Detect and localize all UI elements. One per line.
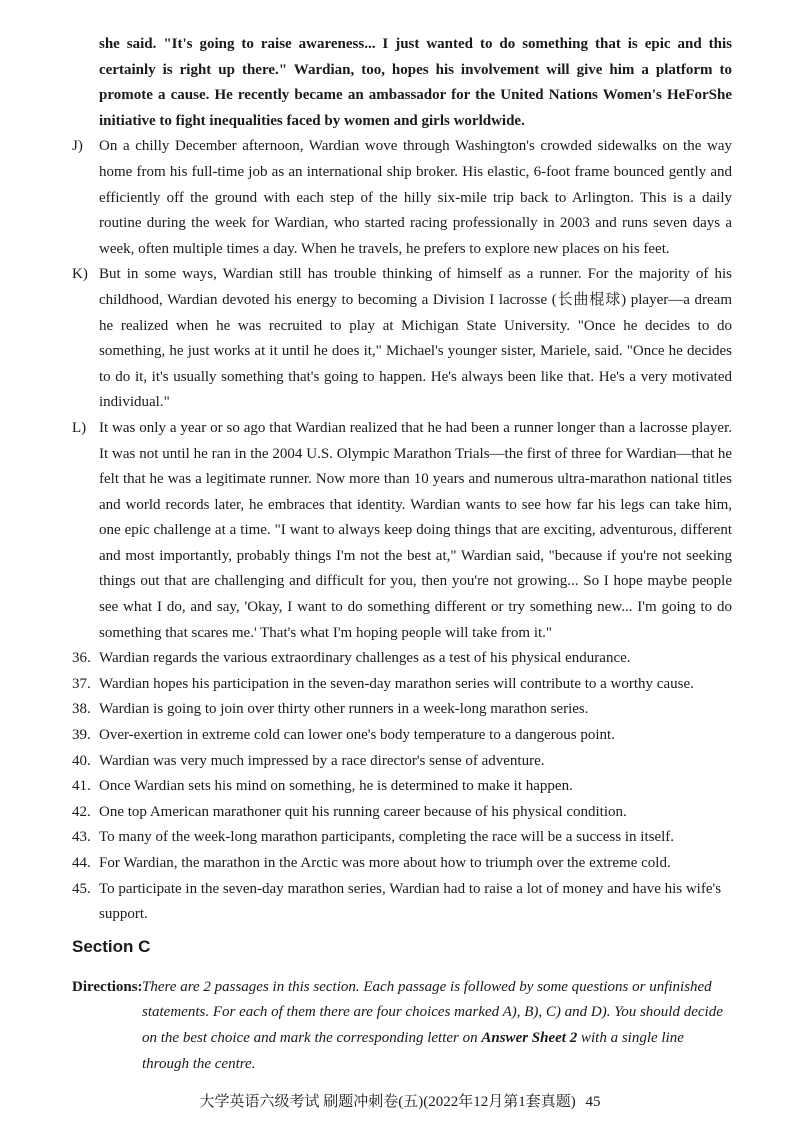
paragraph-label: K) [72, 266, 88, 283]
page-content [72, 32, 732, 1092]
question-text: Wardian hopes his participation in the seven-day marathon series will contribute to a worthy cause. [99, 675, 694, 692]
question-number: 36. [72, 650, 91, 667]
question-text: Once Wardian sets his mind on something, he is determined to make it happen. [99, 778, 573, 795]
directions-text: There are 2 passages in this section. Each passage is followed by some questions or unfinished statements. For each of them there are four choices marked A), B), C) and D). You should decide on the best choice and mark the corresponding letter on [142, 978, 723, 1046]
question-number: 40. [72, 752, 91, 769]
paragraph-label: L) [72, 419, 87, 436]
question-item [72, 774, 732, 800]
question-text: Over-exertion in extreme cold can lower one's body temperature to a dangerous point. [99, 727, 615, 744]
question-item [72, 749, 732, 775]
question-text: Wardian regards the various extraordinary challenges as a test of his physical endurance. [99, 650, 631, 667]
paragraph-label: J) [72, 138, 83, 155]
directions-text-end: with a single line through the centre. [142, 1029, 684, 1072]
directions-label: Directions: [72, 978, 143, 995]
section-directions [72, 975, 732, 1077]
question-item [72, 646, 732, 672]
section-title: Section C [72, 936, 151, 956]
question-text: For Wardian, the marathon in the Arctic was more about how to triumph over the extreme cold. [99, 855, 671, 871]
question-number: 38. [72, 701, 91, 718]
question-item [72, 672, 732, 698]
question-text: One top American marathoner quit his running career because of his physical condition. [99, 803, 627, 820]
question-text: Wardian was very much impressed by a race director's sense of adventure. [99, 752, 545, 769]
question-number: 42. [72, 803, 91, 820]
page-footer [0, 1090, 800, 1111]
question-text: To participate in the seven-day marathon series, Wardian had to raise a lot of money and have his wife's support. [99, 880, 722, 923]
paragraph-text: But in some ways, Wardian still has trouble thinking of himself as a runner. For the majority of his childhood, Wardian devoted his energy to becoming a Division I lacrosse (长曲棍球) player—a dream he realized when he was recruited to play at Michigan State University. "Once he decides to do something, he just works at it until he does it," Michael's younger sister, Mariele, said. "Once he decides to do it, it's usually something that's going to happen. He's always been like that. He's a very motivated individual." [99, 266, 732, 411]
question-number: 41. [72, 778, 91, 795]
question-item [72, 697, 732, 723]
paragraph-k [72, 262, 732, 416]
continued-paragraph: she said. "It's going to raise awareness... I just wanted to do something that is epic and this certainly is right up there." Wardian, too, hopes his involvement will give him a platform to promote a cause. He recently became an ambassador for the United Nations Women's HeForShe initiative to fight inequalities faced by women and girls worldwide. [99, 36, 732, 129]
question-number: 39. [72, 727, 91, 744]
question-item [72, 800, 732, 826]
question-item [72, 723, 732, 749]
question-number: 45. [72, 880, 91, 897]
question-text: Wardian is going to join over thirty other runners in a week-long marathon series. [99, 701, 589, 718]
paragraph-text: It was only a year or so ago that Wardian realized that he had been a runner longer than a lacrosse player. It was not until he ran in the 2004 U.S. Olympic Marathon Trials—the first of three for Wardian—that he felt that he was a legitimate runner. Now more than 10 years and numerous ultra-marathon national titles and world records later, he embraces that identity. Wardian wants to see how far his legs can take him, one epic challenge at a time. "I want to always keep doing things that are exciting, adventurous, different and most importantly, probably things I'm not the best at," Wardian said, "because if you're not seeking things out that are challenging and difficult for you, then you're not growing... So I hope maybe people see what I do, and say, 'Okay, I want to do something different or try something new... I'm going to do something that scares me.' That's what I'm hoping people will take from it." [99, 419, 732, 641]
paragraph-text: On a chilly December afternoon, Wardian wove through Washington's crowded sidewalks on the way home from his full-time job as an international ship broker. His elastic, 6-foot frame bounced gently and efficiently off the ground with each step of the hilly six-mile trip back to Arlington. This is a daily routine during the week for Wardian, who started racing professionally in 2003 and runs seven days a week, often multiple times a day. When he travels, he prefers to explore new places on his feet. [99, 138, 732, 257]
question-item [72, 825, 732, 851]
footer-title: 大学英语六级考试 刷题冲刺卷(五)(2022年12月第1套真题) [199, 1094, 576, 1110]
question-number: 44. [72, 855, 91, 871]
question-number: 43. [72, 829, 91, 846]
question-text: To many of the week-long marathon participants, completing the race will be a success in itself. [99, 829, 675, 846]
answer-sheet-reference: Answer Sheet 2 [481, 1029, 578, 1046]
lettered-paragraphs [72, 134, 732, 646]
page-number: 45 [585, 1094, 601, 1110]
question-item [72, 877, 732, 928]
question-list [72, 646, 732, 928]
question-number: 37. [72, 675, 91, 692]
question-item [72, 851, 732, 877]
paragraph-l [72, 416, 732, 646]
paragraph-j [72, 134, 732, 262]
